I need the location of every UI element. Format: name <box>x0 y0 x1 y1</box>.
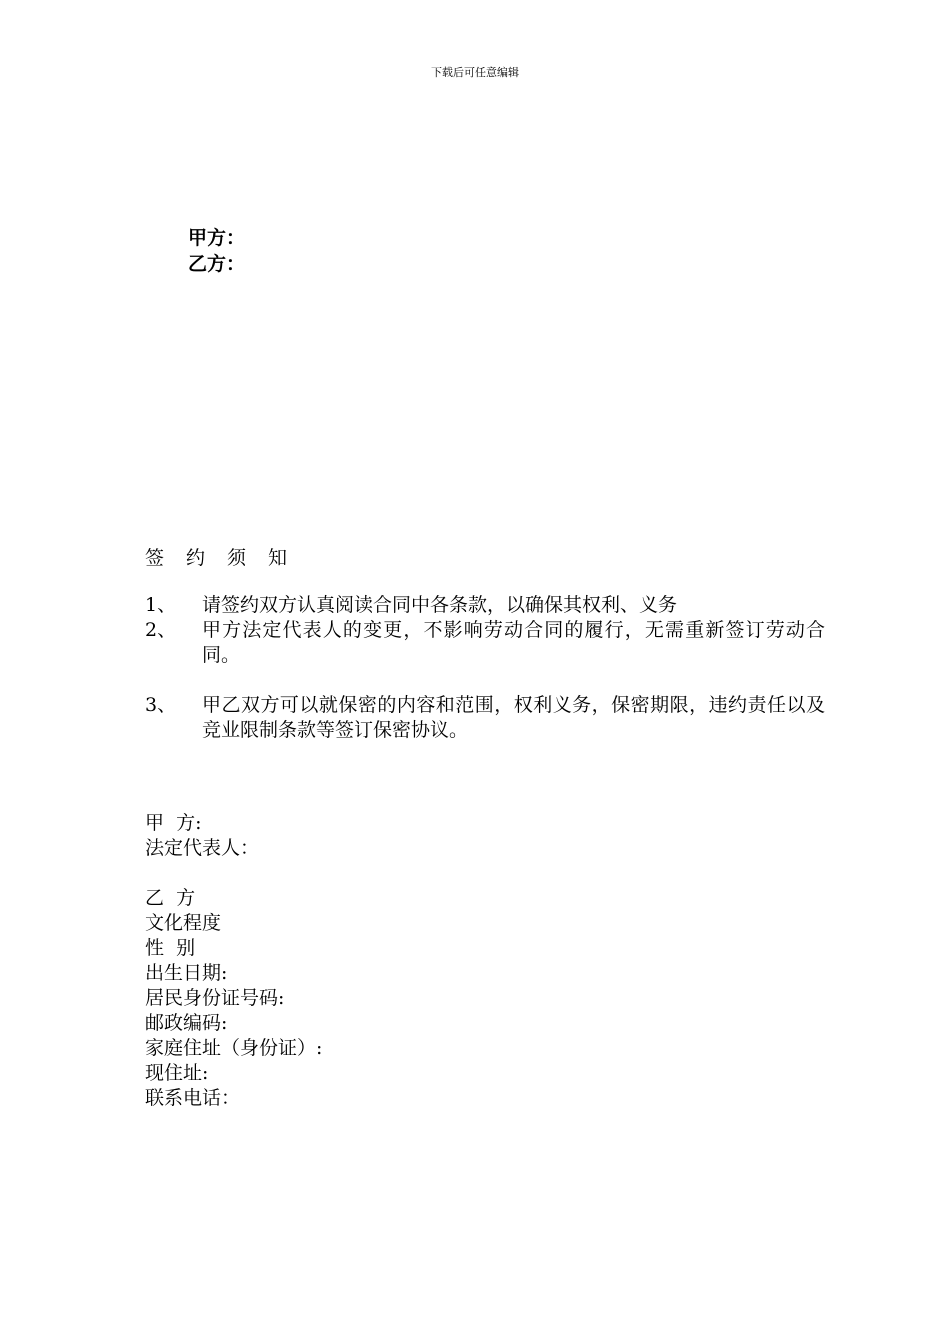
notice-item-number: 1、 <box>145 594 177 616</box>
notice-item-text: 请签约双方认真阅读合同中各条款，以确保其权利、义务 <box>202 594 678 616</box>
party-b-label: 乙方： <box>188 253 246 275</box>
education-label: 文化程度 <box>145 912 222 934</box>
notice-item-number: 2、 <box>145 619 177 641</box>
section-spacer <box>145 861 322 886</box>
notice-item <box>145 593 825 618</box>
contract-parties <box>188 225 245 277</box>
id-number-label: 居民身份证号码: <box>145 987 285 1009</box>
signature-block <box>145 811 322 1111</box>
phone-label: 联系电话： <box>145 1087 241 1109</box>
party-a-sign-label: 甲 方: <box>145 812 202 834</box>
party-a-label: 甲方： <box>188 227 246 249</box>
birth-date-label: 出生日期: <box>145 962 228 984</box>
header-note: 下载后可任意编辑 <box>431 66 519 79</box>
legal-representative-label: 法定代表人： <box>145 837 260 859</box>
gender-label: 性 别 <box>145 937 196 959</box>
party-b-sign-label: 乙 方 <box>145 887 196 909</box>
notice-item <box>145 693 825 743</box>
home-address-label: 家庭住址（身份证）: <box>145 1037 323 1059</box>
notice-item <box>145 618 825 668</box>
postal-code-label: 邮政编码: <box>145 1012 228 1034</box>
notice-title: 签约须知 <box>145 547 310 569</box>
notice-item-text: 甲方法定代表人的变更，不影响劳动合同的履行，无需重新签订劳动合同。 <box>202 619 825 666</box>
notice-item-number: 3、 <box>145 694 177 716</box>
notice-item-text: 甲乙双方可以就保密的内容和范围，权利义务，保密期限，违约责任以及竞业限制条款等签订保密协议。 <box>202 694 825 741</box>
notice-list <box>145 593 825 743</box>
current-address-label: 现住址: <box>145 1062 209 1084</box>
